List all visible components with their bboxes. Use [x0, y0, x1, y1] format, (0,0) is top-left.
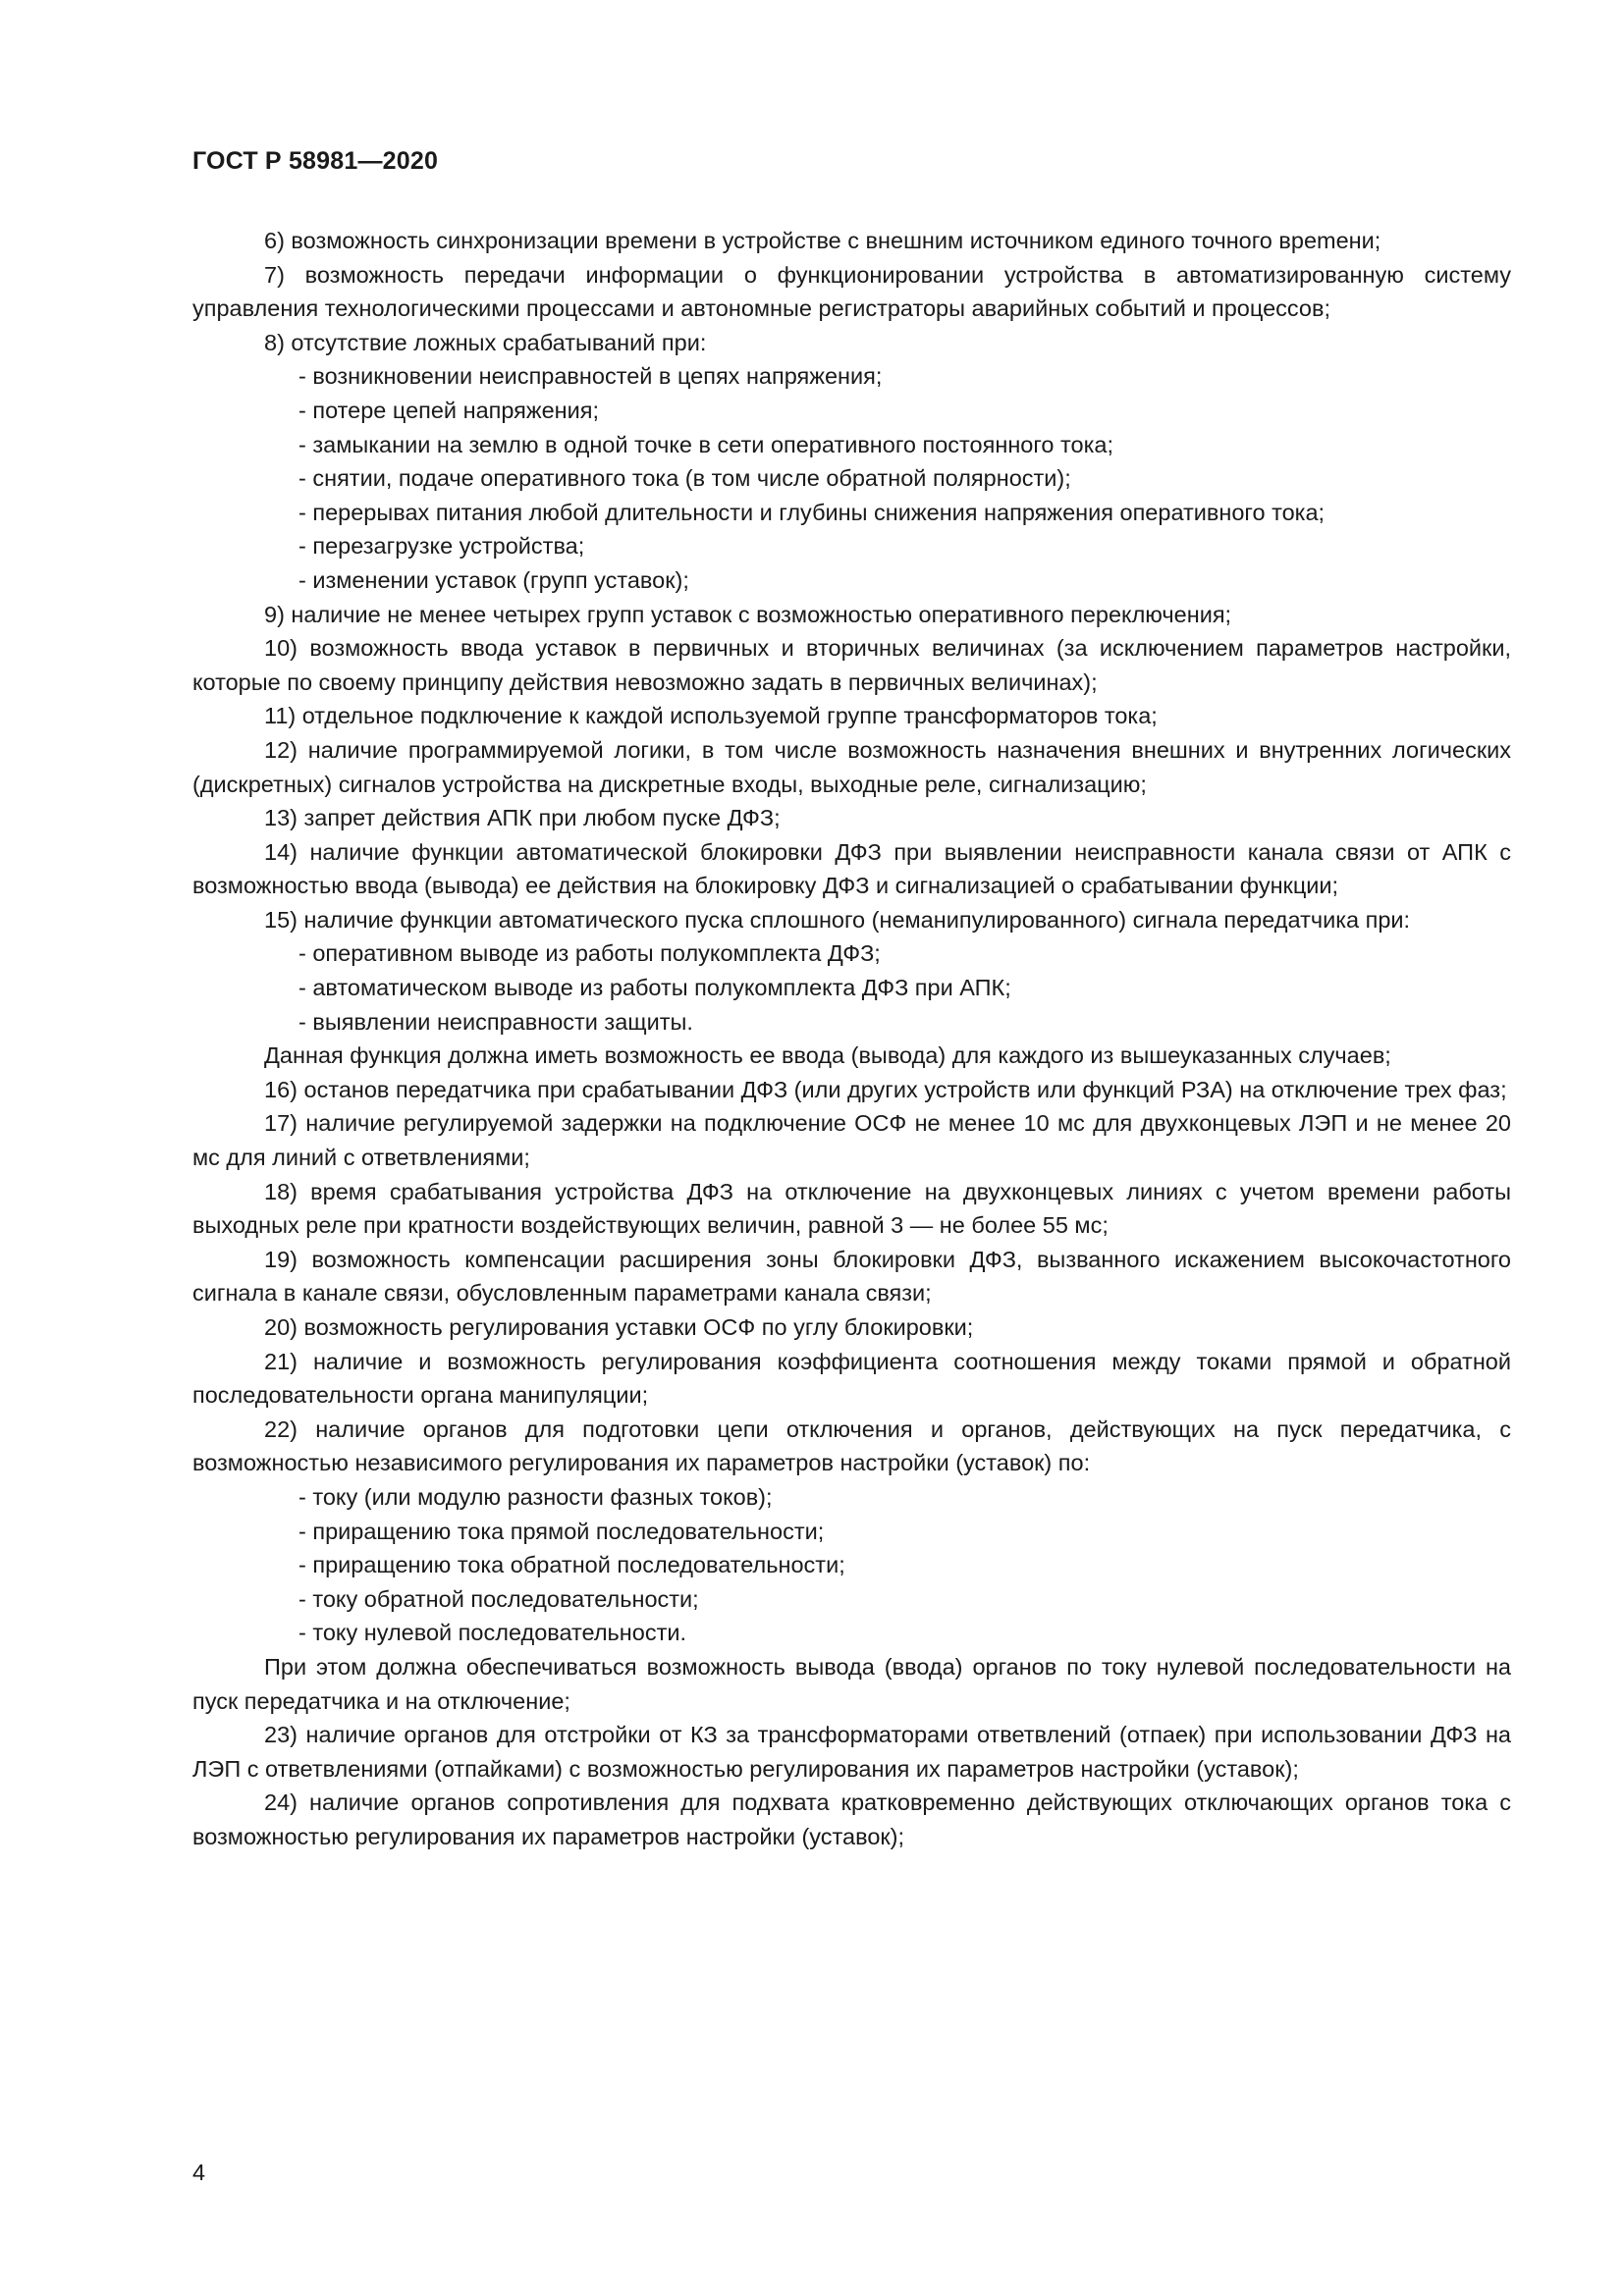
paragraph: 16) останов передатчика при срабатывании ДФЗ (или других устройств или функций РЗА) на отключение трех фаз;: [264, 1076, 1507, 1102]
list-item: - выявлении неисправности защиты.: [298, 1008, 693, 1035]
paragraph: 15) наличие функции автоматического пуска сплошного (неманипулированного) сигнала передатчика при:: [264, 906, 1411, 933]
list-item: - перерывах питания любой длительности и глубины снижения напряжения оперативного тока;: [298, 499, 1326, 525]
list-item: - изменении уставок (групп уставок);: [298, 566, 689, 593]
paragraph: 23) наличие органов для отстройки от КЗ за трансформаторами ответвлений (отпаек) при использовании ДФЗ на ЛЭП с ответвлениями (отпайками) с возможностью регулирования их параметров настройки (уставок);: [192, 1722, 1511, 1782]
paragraph: 8) отсутствие ложных срабатываний при:: [264, 329, 707, 355]
paragraph: При этом должна обеспечиваться возможность вывода (ввода) органов по току нулевой последовательности на пуск передатчика и на отключение;: [192, 1653, 1511, 1714]
list-item: - перезагрузке устройства;: [298, 533, 585, 560]
paragraph: 7) возможность передачи информации о функционировании устройства в автоматизированную систему управления технологическими процессами и автономные регистраторы аварийных событий и процессов;: [192, 261, 1511, 322]
paragraph: Данная функция должна иметь возможность ее ввода (вывода) для каждого из вышеуказанных случаев;: [264, 1042, 1391, 1069]
paragraph: 13) запрет действия АПК при любом пуске ДФЗ;: [264, 805, 781, 831]
paragraph: 24) наличие органов сопротивления для подхвата кратковременно действующих отключающих органов тока с возможностью регулирования их параметров настройки (уставок);: [192, 1789, 1511, 1849]
list-item: - току (или модулю разности фазных токов);: [298, 1483, 773, 1510]
list-item: - приращению тока обратной последовательности;: [298, 1552, 845, 1578]
list-item: - току нулевой последовательности.: [298, 1620, 687, 1646]
list-item: - току обратной последовательности;: [298, 1585, 699, 1612]
list-item: - возникновении неисправностей в цепях напряжения;: [298, 363, 883, 390]
paragraph: 9) наличие не менее четырех групп уставок с возможностью оперативного переключения;: [264, 601, 1232, 627]
paragraph: 11) отдельное подключение к каждой используемой группе трансформаторов тока;: [264, 703, 1158, 729]
paragraph: 20) возможность регулирования уставки ОСФ по углу блокировки;: [264, 1314, 974, 1340]
paragraph: 21) наличие и возможность регулирования коэффициента соотношения между токами прямой и обратной последовательности органа манипуляции;: [192, 1348, 1511, 1409]
paragraph: 19) возможность компенсации расширения зоны блокировки ДФЗ, вызванного искажением высокочастотного сигнала в канале связи, обусловленным параметрами канала связи;: [192, 1246, 1511, 1307]
paragraph: 17) наличие регулируемой задержки на подключение ОСФ не менее 10 мс для двухконцевых ЛЭП и не менее 20 мс для линий с ответвлениями;: [192, 1110, 1511, 1171]
list-item: - приращению тока прямой последовательности;: [298, 1518, 825, 1544]
document-body: [192, 224, 1511, 1854]
paragraph: 10) возможность ввода уставок в первичных и вторичных величинах (за исключением параметров настройки, которые по своему принципу действия невозможно задать в первичных величинах);: [192, 635, 1511, 695]
document-header: ГОСТ Р 58981—2020: [192, 147, 439, 175]
paragraph: 14) наличие функции автоматической блокировки ДФЗ при выявлении неисправности канала связи от АПК с возможностью ввода (вывода) ее действия на блокировку ДФЗ и сигнализацией о срабатывании функции;: [192, 838, 1511, 899]
paragraph: 18) время срабатывания устройства ДФЗ на отключение на двухконцевых линиях с учетом времени работы выходных реле при кратности воздействующих величин, равной 3 — не более 55 мс;: [192, 1178, 1511, 1239]
list-item: - оперативном выводе из работы полукомплекта ДФЗ;: [298, 940, 881, 967]
list-item: - замыкании на землю в одной точке в сети оперативного постоянного тока;: [298, 431, 1113, 457]
paragraph: 6) возможность синхронизации времени в устройстве с внешним источником единого точного вреmени;: [264, 228, 1381, 253]
page-number: 4: [192, 2160, 206, 2185]
list-item: - автоматическом выводе из работы полукомплекта ДФЗ при АПК;: [298, 975, 1011, 1001]
paragraph: 12) наличие программируемой логики, в том числе возможность назначения внешних и внутренних логических (дискретных) сигналов устройства на дискретные входы, выходные реле, сигнализацию;: [192, 736, 1511, 797]
paragraph: 22) наличие органов для подготовки цепи отключения и органов, действующих на пуск передатчика, с возможностью независимого регулирования их параметров настройки (уставок) по:: [192, 1415, 1511, 1476]
list-item: - снятии, подаче оперативного тока (в том числе обратной полярности);: [298, 465, 1071, 492]
list-item: - потере цепей напряжения;: [298, 397, 600, 423]
